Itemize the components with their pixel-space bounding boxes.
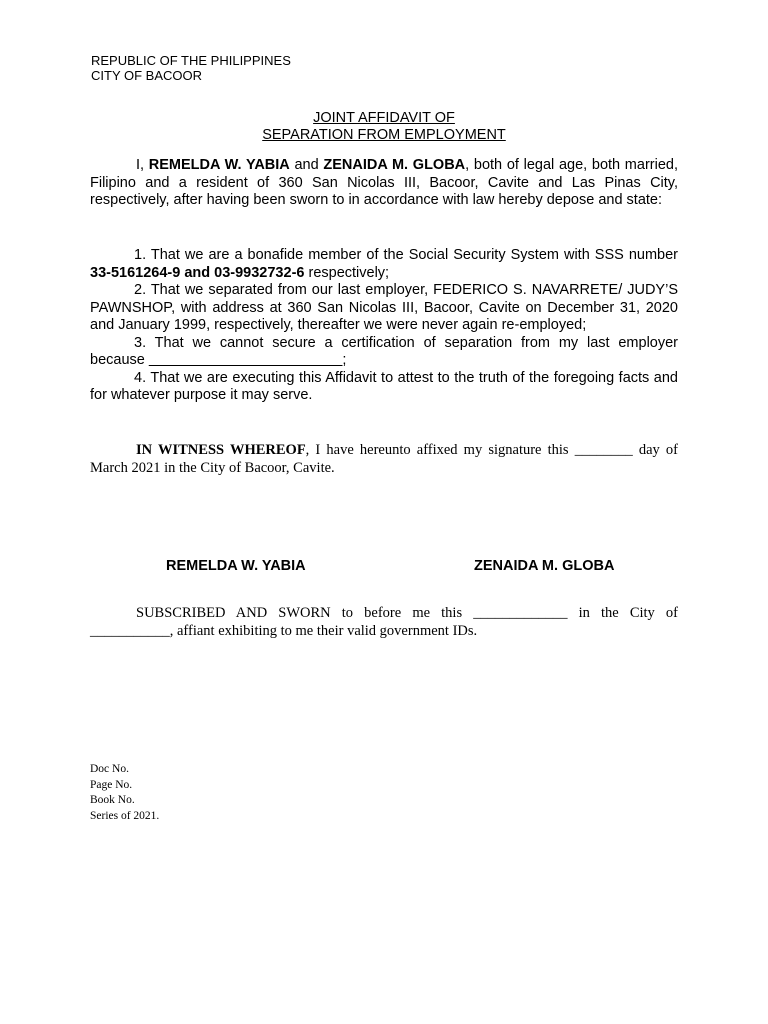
header-city: CITY OF BACOOR xyxy=(91,68,202,83)
sss-and: and xyxy=(180,264,215,281)
reason-blank: ________________________ xyxy=(148,352,343,368)
intro-and: and xyxy=(289,157,324,173)
signatory-right: ZENAIDA M. GLOBA xyxy=(474,558,615,574)
title-line-2: SEPARATION FROM EMPLOYMENT xyxy=(262,127,506,143)
page-no: Page No. xyxy=(90,778,133,791)
statement-3-text: 3. That we cannot secure a certification of separation from my last employer because xyxy=(90,334,678,368)
doc-no: Doc No. xyxy=(90,763,129,775)
statement-1-text: 1. That we are a bonafide member of the Social Security System with SSS number xyxy=(134,247,678,263)
book-no: Book No. xyxy=(90,794,135,806)
statement-3 xyxy=(90,335,678,370)
series: Series of 2021. xyxy=(90,809,160,822)
sss-number-2: 03-9932732-6 xyxy=(214,264,305,281)
witness-paragraph xyxy=(90,441,678,477)
statement-3-end: ; xyxy=(342,352,347,368)
intro-prefix: I, xyxy=(136,157,149,173)
intro-rest: , both of legal age, both married, Filipino and a resident of 360 San Nicolas III, Bacoor, Cavite and Las Pinas City, respectively, after having been sworn to in accordance with law hereby depose and state: xyxy=(90,157,678,208)
document-title xyxy=(90,110,678,144)
notary-register xyxy=(90,762,159,824)
signatory-left: REMELDA W. YABIA xyxy=(166,558,306,574)
witness-heading: IN WITNESS WHEREOF xyxy=(136,442,306,458)
document-header xyxy=(91,53,291,83)
affiant-name-2: ZENAIDA M. GLOBA xyxy=(323,157,466,173)
header-republic: REPUBLIC OF THE PHILIPPINES xyxy=(91,53,291,68)
statement-4: 4. That we are executing this Affidavit to attest to the truth of the foregoing facts and for whatever purpose it may serve. xyxy=(90,369,678,403)
witness-text: , I have hereunto affixed my signature this ________ day of March 2021 in the City of Bacoor, Cavite. xyxy=(90,442,678,476)
intro-paragraph xyxy=(90,157,678,210)
statements-list xyxy=(90,247,678,405)
statement-1 xyxy=(90,247,678,282)
title-line-1: JOINT AFFIDAVIT OF xyxy=(313,110,455,126)
affiant-name-1: REMELDA W. YABIA xyxy=(148,157,290,173)
jurat-paragraph: SUBSCRIBED AND SWORN to before me this _____________ in the City of ___________, affiant exhibiting to me their valid government IDs. xyxy=(90,605,678,639)
statement-2: 2. That we separated from our last employer, FEDERICO S. NAVARRETE/ JUDY’S PAWNSHOP, with address at 360 San Nicolas III, Bacoor, Cavite on December 31, 2020 and January 1999, respectively, thereafter we were never again re-employed; xyxy=(90,282,678,333)
statement-1-end: respectively; xyxy=(304,264,390,281)
sss-number-1: 33-5161264-9 xyxy=(90,264,181,281)
